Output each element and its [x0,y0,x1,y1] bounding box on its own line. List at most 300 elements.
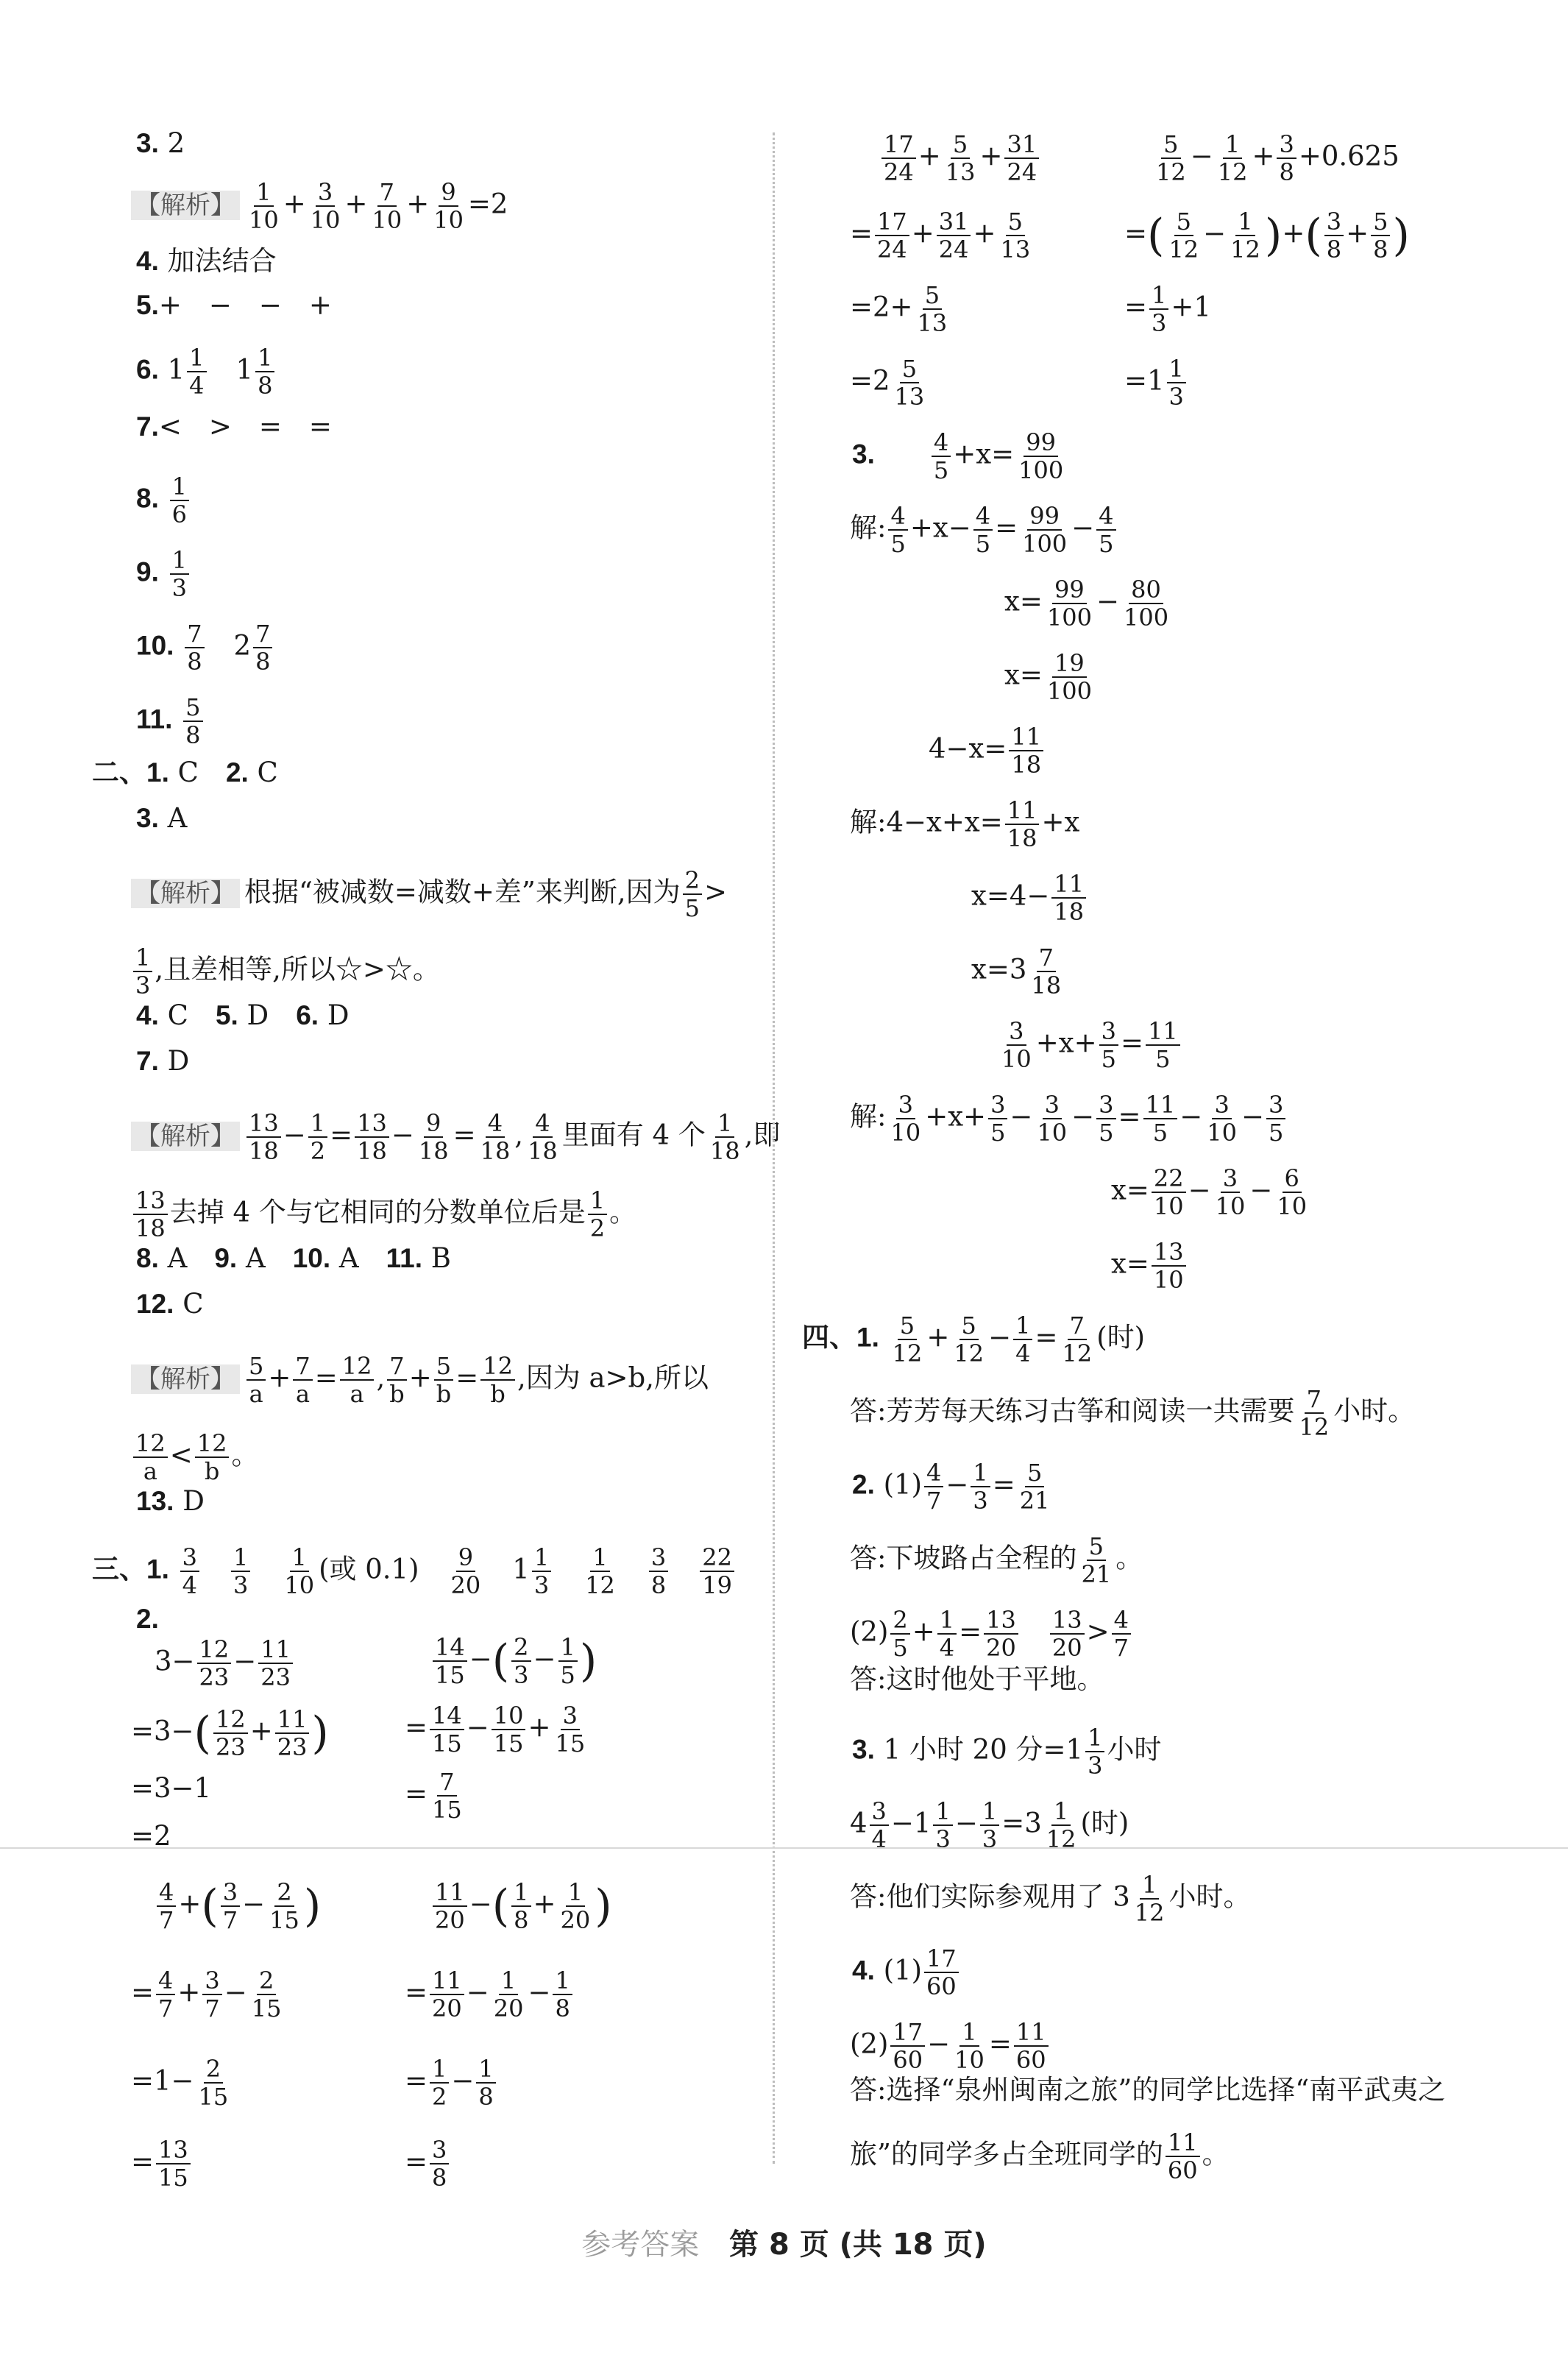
numerator: 2 [683,868,702,895]
fraction [275,1707,310,1759]
numerator: 7 [377,180,397,207]
text-segment: 。 [609,1196,637,1228]
text-segment: B [422,1242,451,1274]
analysis-tag: 【解析】 [131,1122,240,1151]
text-segment: + [973,217,996,249]
text-segment: + [268,1362,291,1394]
answer-line [131,1774,211,1803]
text-segment: − [466,1711,489,1744]
denominator: 10 [249,206,279,234]
fraction [893,355,927,411]
parenthesis: ) [1264,210,1283,261]
numerator: 3 [870,1799,889,1826]
text-segment: 。 [231,1439,259,1471]
denominator: 5 [990,1119,1006,1147]
fraction [258,1635,293,1691]
fraction [683,868,702,920]
numerator: 9 [424,1111,443,1138]
fraction [888,1091,923,1147]
text-segment: 3− [155,1645,195,1677]
answer-line [136,247,277,276]
text-segment: =1 [1124,364,1165,397]
fraction [890,1608,909,1660]
denominator: 15 [435,1661,465,1689]
parenthesis: ) [595,1880,612,1932]
answer-line [131,946,440,997]
answer-line [852,1459,1054,1515]
answer-line [136,129,185,158]
fraction [1014,2020,1049,2072]
fraction [213,1707,248,1759]
text-segment: < [169,1439,193,1471]
numerator: 17 [881,132,916,159]
numerator: 11 [1009,725,1043,751]
text-segment: − [954,1807,978,1839]
denominator: 10 [1037,1119,1068,1147]
text-segment [172,704,181,735]
text-segment: =2 [467,188,508,220]
parenthesis: ( [492,1880,510,1932]
answer-line [850,2020,1051,2072]
numerator: 1 [937,1608,957,1635]
answer-line [1111,1240,1188,1292]
fraction [1167,355,1186,411]
text-segment: +1 [1171,291,1211,323]
text-segment: 旅”的同学多占全班同学的 [850,2138,1163,2170]
numerator: 5 [183,695,202,722]
fraction [253,620,272,676]
numerator: 1 [511,1880,531,1907]
text-segment: 答:选择“泉州闽南之旅”的同学比选择“南平武夷之 [850,2074,1446,2106]
fraction [1045,651,1094,703]
fraction [525,1111,560,1163]
fraction [888,504,907,556]
numerator: 4 [486,1111,505,1138]
numerator: 3 [649,1546,668,1572]
denominator: 21 [1019,1487,1050,1515]
numerator: 1 [1085,1726,1104,1752]
text-segment: 1 [208,353,254,386]
text-segment: +x+ [1035,1027,1097,1059]
fraction [1060,1314,1094,1365]
numerator: 2 [274,1880,294,1907]
numerator: 17 [924,1947,959,1973]
fraction [915,283,950,335]
fraction [511,1880,531,1932]
text-segment: − [466,1976,489,2008]
numerator: 13 [1152,1240,1186,1267]
text-segment: = [1118,1100,1141,1133]
text-segment: + [1252,140,1275,172]
parenthesis: ( [201,1880,219,1932]
numerator: 7 [1037,946,1056,972]
fraction [195,1431,230,1483]
numerator: 4 [156,1969,175,1995]
text-segment [169,1554,178,1585]
numerator: 13 [984,1608,1018,1635]
answer-line [879,132,1041,184]
denominator: 60 [893,2046,923,2074]
numerator: 5 [1161,132,1180,159]
denominator: 13 [945,158,976,186]
numerator: 4 [973,504,993,531]
numerator: 31 [937,210,971,236]
text-segment: − [233,1645,257,1677]
item-number: 三、1. [92,1554,169,1585]
fraction [511,1635,531,1687]
denominator: 5 [933,456,949,484]
denominator: 100 [1018,456,1064,484]
text-segment: = [453,1119,476,1151]
footer-label: 参考答案 [581,2228,700,2262]
fraction [583,1543,617,1599]
fraction [293,1354,312,1406]
answer-line [430,1880,612,1932]
denominator: 5 [893,1634,908,1662]
text-segment: 4 [850,1807,868,1839]
fraction [246,180,281,232]
answer-line [131,2138,193,2190]
fraction [430,1770,464,1822]
item-number: 7. [136,1046,159,1076]
denominator: 13 [894,383,925,411]
text-segment: > [1086,1615,1110,1648]
text-segment: −1 [890,1807,932,1839]
text-segment: + [1346,217,1369,249]
fraction [1266,1091,1285,1147]
denominator: 18 [1031,971,1062,999]
fraction [999,1019,1034,1071]
answer-line [136,1604,159,1634]
denominator: 23 [260,1663,291,1691]
item-number: 4. [136,246,159,276]
text-segment: C [168,757,226,788]
denominator: 18 [249,1137,279,1165]
numerator: 22 [1152,1167,1186,1193]
item-number: 8. [136,483,159,514]
fraction [558,1880,593,1932]
fraction [1004,132,1039,184]
answer-line [136,344,277,400]
numerator: 2 [511,1635,531,1662]
numerator: 1 [566,1880,585,1907]
answer-line [136,548,191,600]
fraction [553,1702,587,1758]
denominator: 6 [171,500,187,528]
answer-line [136,804,187,833]
analysis-tag: 【解析】 [131,1364,240,1394]
numerator: 11 [1005,799,1040,825]
fraction [700,1543,734,1599]
denominator: 5 [890,530,906,558]
text-segment [875,439,929,470]
text-segment [252,1554,280,1585]
denominator: 12 [1134,1899,1165,1927]
numerator: 1 [499,1969,518,1995]
fraction [156,1969,175,2020]
text-segment: = [1120,1027,1143,1059]
numerator: 11 [433,1880,467,1907]
answer-line [136,472,191,528]
fraction [480,1354,515,1406]
fraction [267,1880,302,1932]
fraction [156,2138,191,2190]
denominator: 13 [917,309,948,337]
item-number: 12. [136,1289,174,1319]
fraction [1016,428,1065,484]
fraction [308,1111,327,1163]
numerator: 3 [1221,1167,1240,1193]
fraction [1099,1019,1118,1071]
fraction [430,1702,464,1758]
answer-line [136,1047,189,1076]
text-segment: 小时。 [1168,1880,1251,1913]
parenthesis: ( [1305,210,1322,261]
denominator: 8 [1326,236,1342,263]
text-segment: A [158,1242,215,1274]
denominator: 5 [560,1661,575,1689]
text-segment: 解:4−x+x= [850,806,1003,838]
numerator: 12 [480,1354,515,1381]
denominator: 19 [702,1571,732,1599]
text-segment: 里面有 4 个 [561,1119,706,1151]
fraction [998,210,1032,261]
numerator: 1 [133,946,152,972]
denominator: 10 [372,206,402,234]
text-segment: + [177,1976,201,2008]
text-segment: − [224,1976,247,2008]
numerator: 3 [896,1093,915,1119]
numerator: 1 [553,1969,572,1995]
text-segment: − [1241,1100,1265,1133]
fraction [924,1459,943,1515]
numerator: 10 [492,1704,526,1730]
denominator: 21 [1081,1560,1112,1588]
text-segment: = [1124,217,1148,249]
denominator: 24 [1007,158,1037,186]
fraction [434,1354,453,1406]
numerator: 11 [1166,2131,1200,2157]
denominator: 8 [1373,236,1388,263]
denominator: 15 [158,2164,188,2192]
numerator: 3 [561,1704,580,1730]
text-segment: ,且差相等,所以☆>☆。 [155,953,440,985]
numerator: 7 [1305,1387,1324,1414]
text-segment: − [1249,1174,1273,1206]
fraction [1096,504,1115,556]
numerator: 1 [187,346,206,372]
text-segment: − [469,1643,492,1675]
answer-line [131,1431,258,1483]
denominator: 12 [1230,236,1260,263]
text-segment: = [988,2028,1012,2060]
text-segment: + [178,1888,202,1920]
item-number: 6. [296,1000,319,1030]
parenthesis: ) [311,1707,329,1759]
numerator: 13 [246,1111,281,1138]
denominator: 3 [171,574,187,602]
denominator: 4 [1015,1339,1031,1367]
text-segment: +x [1041,806,1080,838]
fraction [932,428,951,484]
text-segment: C [158,999,216,1031]
fraction [387,1354,406,1406]
denominator: 8 [478,2083,494,2111]
numerator: 1 [980,1799,999,1826]
text-segment: + [344,188,368,220]
text-segment: =2 [131,1820,171,1852]
fraction [1079,1532,1113,1588]
numerator: 2 [204,2057,223,2084]
text-segment: 加法结合 [158,245,277,277]
numerator: 9 [456,1546,475,1572]
text-segment: C [174,1288,204,1320]
denominator: 12 [1046,1825,1076,1853]
fraction [870,1799,889,1851]
text-segment: (时) [1080,1807,1129,1839]
fraction [943,132,978,184]
text-segment: 2 [206,629,252,662]
answer-line [405,1969,575,2020]
answer-line [405,1770,467,1822]
numerator: 7 [253,622,272,648]
text-segment: 答:下坡路占全程的 [850,1542,1077,1574]
denominator: 15 [251,1994,282,2022]
fraction [170,472,189,528]
denominator: 12 [892,1339,923,1367]
numerator: 7 [293,1354,312,1381]
numerator: 1 [290,1546,309,1572]
item-number: 2. [136,1604,159,1634]
numerator: 14 [433,1635,467,1662]
numerator: 13 [156,2138,191,2164]
answer-line [1124,283,1211,335]
fraction [308,180,343,232]
answer-line [131,1707,329,1759]
denominator: a [296,1380,311,1408]
numerator: 14 [430,1704,464,1730]
text-segment: D [158,1045,190,1077]
answer-line [405,2057,498,2109]
fraction [890,1314,925,1365]
numerator: 1 [959,2020,979,2047]
text-segment: − [1179,1100,1203,1133]
text-segment: > [703,876,727,908]
numerator: 1 [558,1635,578,1662]
denominator: 18 [528,1137,558,1165]
text-segment: − [946,1468,969,1501]
text-segment: D [174,1485,205,1517]
analysis-tag: 【解析】 [131,879,240,908]
item-number: 5. [215,1000,238,1030]
text-segment: < > = = [158,411,332,442]
item-number: 6. [136,354,159,385]
denominator: 20 [450,1571,481,1599]
item-number: 4. [852,1955,875,1986]
numerator: 1 [1140,1873,1159,1900]
denominator: 10 [1153,1266,1184,1294]
denominator: 2 [589,1214,606,1242]
fraction [1044,1799,1079,1851]
text-segment: + [979,140,1003,172]
item-number: 7. [136,411,159,442]
answer-line [155,1880,321,1932]
fraction [187,344,206,400]
text-segment: A [158,802,188,834]
fraction [196,2057,231,2109]
denominator: 4 [871,1825,887,1853]
text-segment: + [533,1888,556,1920]
text-segment [670,1554,698,1585]
text-segment: x= [1111,1174,1149,1206]
text-segment: 小时 [1107,1733,1162,1766]
denominator: 18 [1011,751,1042,779]
fraction [649,1543,668,1599]
numerator: 12 [195,1431,230,1458]
item-number: 2. [225,757,249,787]
fraction [1152,1240,1186,1292]
text-segment: (1) [874,1468,923,1501]
text-segment: = [131,1976,155,2008]
answer-line [1004,651,1096,703]
numerator: 11 [1143,1093,1178,1119]
item-number: 5. [136,290,159,320]
denominator: 5 [1099,1119,1114,1147]
answer-line [136,695,205,747]
denominator: 15 [493,1730,524,1758]
answer-line [850,1387,1415,1439]
numerator: 5 [1174,210,1193,236]
denominator: 20 [493,1994,524,2022]
text-segment: 1 [158,353,185,386]
denominator: 10 [890,1119,921,1147]
denominator: 4 [189,372,205,400]
denominator: 8 [650,1571,667,1599]
answer-line [1111,1164,1311,1220]
denominator: 5 [1269,1119,1284,1147]
denominator: 24 [877,236,907,263]
denominator: 10 [310,206,341,234]
fraction [183,695,202,747]
fraction [980,1799,999,1851]
fraction [246,1111,281,1163]
text-segment: + [406,188,430,220]
denominator: 23 [277,1733,308,1761]
numerator: 3 [1043,1093,1062,1119]
denominator: 5 [1152,1119,1168,1147]
denominator: 18 [135,1214,166,1242]
text-segment: − [528,1976,551,2008]
fraction [1146,1019,1180,1071]
numerator: 1 [588,1189,607,1215]
text-segment [620,1554,647,1585]
numerator: 11 [1014,2020,1049,2047]
fraction [430,1969,464,2020]
item-number: 四、1. [802,1322,879,1353]
text-segment: x= [1004,659,1043,691]
text-segment: =2+ [850,291,913,323]
denominator: 100 [1046,603,1092,631]
denominator: 12 [1217,158,1248,186]
denominator: a [350,1380,364,1408]
numerator: 1 [715,1111,734,1138]
fraction [952,2020,987,2072]
denominator: 7 [159,1906,174,1934]
denominator: 8 [555,1994,570,2022]
text-segment: − [1071,512,1095,544]
numerator: 17 [890,2020,925,2047]
denominator: 12 [1062,1339,1093,1367]
